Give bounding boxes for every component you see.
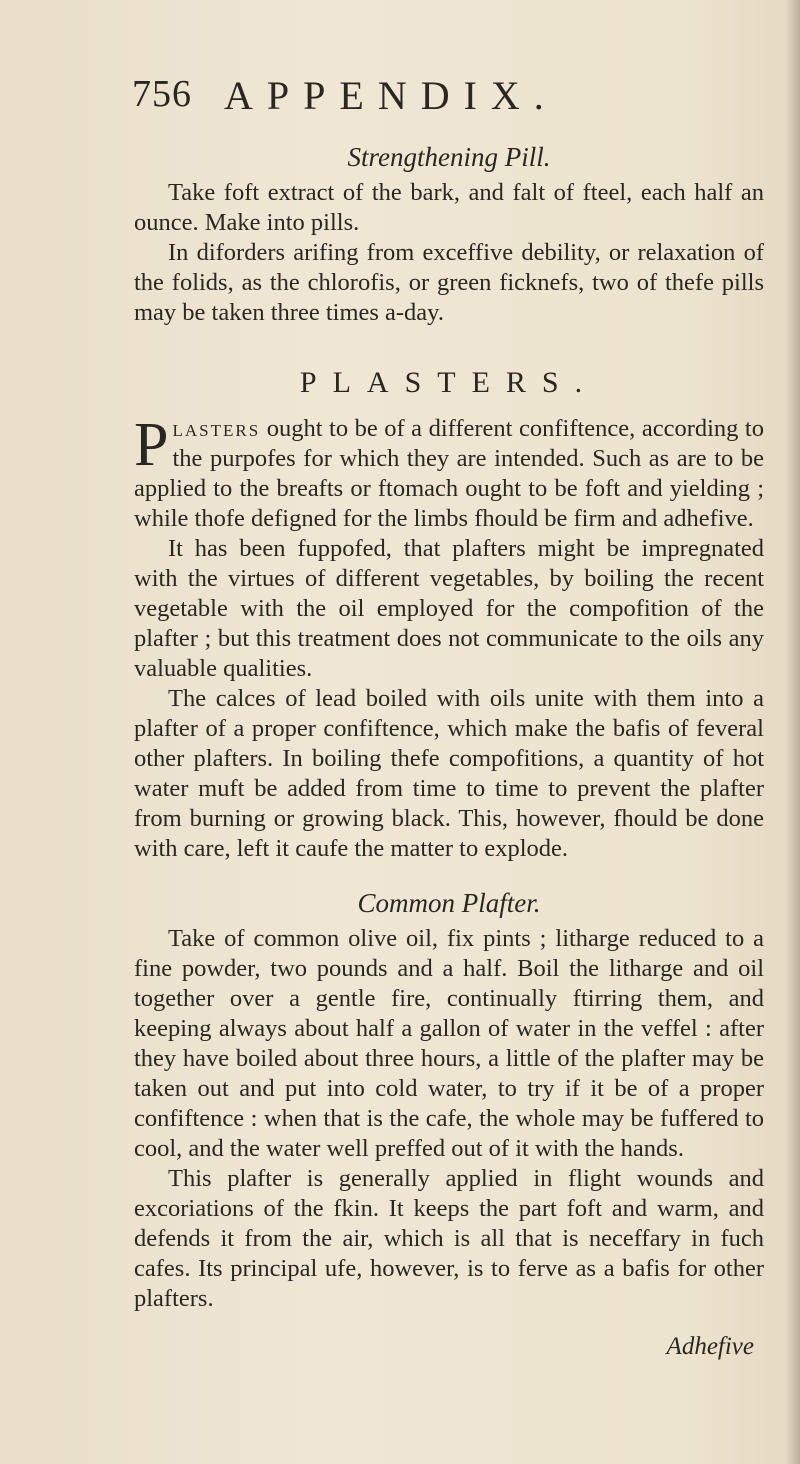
- section-heading-plasters: PLASTERS.: [299, 366, 599, 399]
- page-number: 756: [132, 73, 192, 115]
- page-edge-shadow: [786, 0, 800, 1464]
- pill-recipe-paragraph: Take foft extract of the bark, and falt of fteel, each half an ounce. Make into pills.: [134, 179, 764, 236]
- plasters-intro-text: ought to be of a different confiftence, according to the purpofes for which they are intended. Such as are to be applied to the breafts or ftomach ought to be foft and yielding ; while thofe defigned for the limbs fhould be firm and adhefive.: [134, 415, 764, 532]
- pill-usage-paragraph: In diforders arifing from exceffive debility, or relaxation of the folids, as the chlorofis, or green ficknefs, two of thefe pills may be taken three times a-day.: [134, 239, 764, 326]
- lead-word: lasters: [172, 415, 261, 442]
- page-body: [134, 118, 764, 1362]
- drop-cap-letter: P: [134, 411, 169, 479]
- plasters-intro-paragraph: [134, 411, 764, 534]
- running-head: APPENDIX.: [224, 73, 558, 118]
- plasters-paragraph: The calces of lead boiled with oils unite with them into a plafter of a proper confiftence, which make the bafis of feveral other plafters. In boiling thefe compofitions, a quantity of hot water muft be added from time to time to prevent the plafter from burning or growing black. This, however, fhould be done with care, left it caufe the matter to explode.: [134, 685, 764, 862]
- plasters-paragraph: It has been fuppofed, that plafters might be impregnated with the virtues of different vegetables, by boiling the recent vegetable with the oil employed for the compofition of the plafter ; but this treatment does not communicate to the oils any valuable qualities.: [134, 535, 764, 682]
- common-plaster-usage: This plafter is generally applied in flight wounds and excoriations of the fkin. It keeps the part foft and warm, and defends it from the air, which is all that is neceffary in fuch cafes. Its principal ufe, however, is to ferve as a bafis for other plafters.: [134, 1165, 764, 1312]
- common-plaster-title: Common Plafter.: [357, 888, 541, 918]
- catchword: Adhefive: [666, 1333, 754, 1360]
- common-plaster-recipe: Take of common olive oil, fix pints ; litharge reduced to a fine powder, two pounds and a half. Boil the litharge and oil together over a gentle fire, continually ftirring them, and keeping always about half a gallon of water in the veffel : after they have boiled about three hours, a little of the plafter may be taken out and put into cold water, to try if it be of a proper confiftence : when that is the cafe, the whole may be fuffered to cool, and the water well preffed out of it with the hands.: [134, 925, 764, 1162]
- page-header: [132, 72, 732, 122]
- pill-recipe-title: Strengthening Pill.: [347, 142, 551, 172]
